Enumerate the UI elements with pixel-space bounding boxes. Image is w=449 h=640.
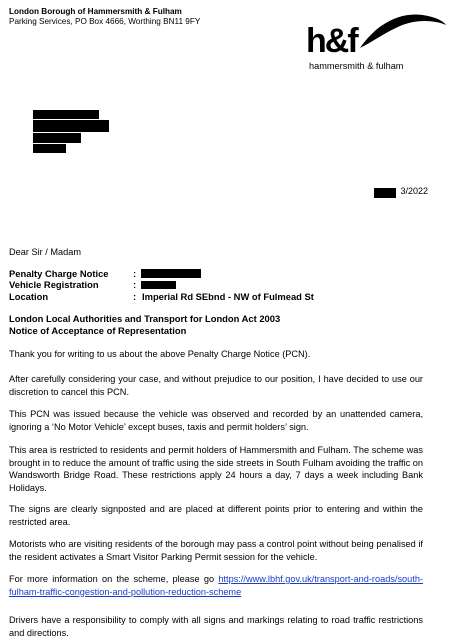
vrn-label: Vehicle Registration [9,279,99,290]
scheme-link[interactable]: https://www.lbhf.gov.uk/transport-and-roads/south-fulham-traffic-congestion-and-pollution-reduction-scheme [9,574,423,597]
letter-date [400,186,428,196]
paragraph-reason: This PCN was issued because the vehicle was observed and recorded by an unattended camera, ignoring a ‘No Motor Vehicle’ except buses, taxis and permit holders’ sign. [9,409,423,432]
salutation: Dear Sir / Madam [9,247,81,257]
redacted-recipient-line [33,120,109,132]
paragraph-signs: The signs are clearly signposted and are placed at different points prior to entering and within the restricted area. [9,504,423,527]
pcn-colon: : [133,268,137,279]
logo-mark: h&f [306,22,357,60]
redacted-pcn-number [141,269,201,278]
redacted-registration [141,281,176,289]
paragraph-thanks: Thank you for writing to us about the above Penalty Charge Notice (PCN). [9,349,311,359]
paragraph-visitors: Motorists who are visiting residents of the borough may pass a control point without being penalised if the resident activates a Smart Visitor Parking Permit session for the vehicle. [9,539,423,562]
pcn-label: Penalty Charge Notice [9,268,109,279]
redacted-recipient-line [33,144,66,153]
location-label: Location [9,291,49,302]
sender-name: London Borough of Hammersmith & Fulham [9,7,182,16]
location-colon: : [133,291,137,302]
date-visible-part: 3/2022 [400,186,428,196]
notice-heading: Notice of Acceptance of Representation [9,325,187,336]
redacted-recipient-line [33,110,99,119]
location-value: Imperial Rd SEbnd - NW of Fulmead St [142,291,314,302]
paragraph-restriction: This area is restricted to residents and permit holders of Hammersmith and Fulham. The scheme was brought in to reduce the amount of traffic using the side streets in South Fulham avoiding the traffic on Wandsworth Bridge Road. These restrictions apply 24 hours a day, 7 days a week including Bank Holidays. [9,445,423,493]
logo-text: hammersmith & fulham [309,61,404,71]
act-heading: London Local Authorities and Transport for London Act 2003 [9,313,281,324]
sender-address: Parking Services, PO Box 4666, Worthing BN11 9FY [9,17,201,26]
council-logo [306,10,446,72]
redacted-date-part [374,188,396,198]
vrn-colon: : [133,279,137,290]
redacted-recipient-line [33,133,81,143]
paragraph-more-info [9,573,423,598]
paragraph-decision: After carefully considering your case, and without prejudice to our position, I have decided to use our discretion to cancel this PCN. [9,374,423,397]
swoosh-icon [358,12,448,52]
more-info-text: For more information on the scheme, please go [9,574,215,584]
paragraph-responsibility: Drivers have a responsibility to comply with all signs and markings relating to road traffic restrictions and directions. [9,615,423,638]
